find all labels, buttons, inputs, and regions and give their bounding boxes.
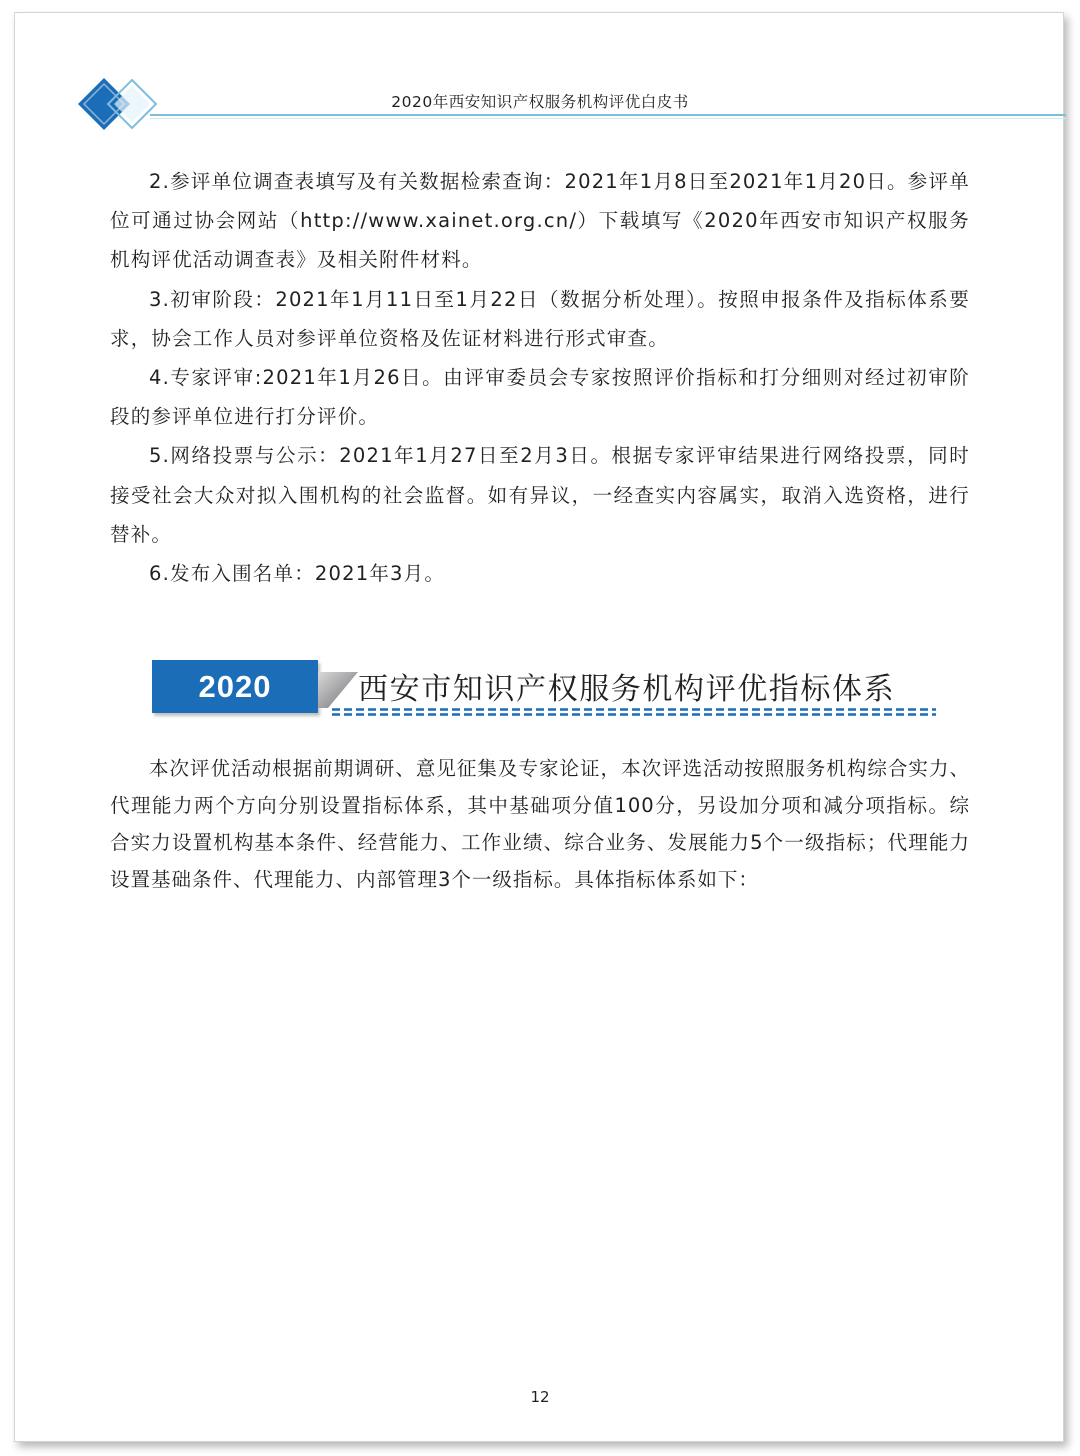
intro-block [110,750,970,898]
intro-paragraph: 本次评优活动根据前期调研、意见征集及专家论证，本次评选活动按照服务机构综合实力、代理能力两个方向分别设置指标体系，其中基础项分值100分，另设加分项和减分项指标。综合实力设置机构基本条件、经营能力、工作业绩、综合业务、发展能力5个一级指标；代理能力设置基础条件、代理能力、内部管理3个一级指标。具体指标体系如下： [110,757,970,891]
process-steps [110,162,970,593]
page-number: 12 [530,1388,550,1406]
process-step: 3.初审阶段：2021年1月11日至1月22日（数据分析处理）。按照申报条件及指标体系要求，协会工作人员对参评单位资格及佐证材料进行形式审查。 [110,287,970,350]
section-title: 西安市知识产权服务机构评优指标体系 [358,672,896,707]
banner-year: 2020 [198,669,272,704]
process-step: 4.专家评审:2021年1月26日。由评审委员会专家按照评价指标和打分细则对经过初审阶段的参评单位进行打分评价。 [110,366,970,429]
header-rule [150,114,1066,116]
process-step: 2.参评单位调查表填写及有关数据检索查询：2021年1月8日至2021年1月20日。参评单位可通过协会网站（http://www.xainet.org.cn/）下载填写《2020年西安市知识产权服务机构评优活动调查表》及相关附件材料。 [110,170,970,272]
banner-wedge-icon [314,660,362,713]
process-step: 5.网络投票与公示：2021年1月27日至2月3日。根据专家评审结果进行网络投票，同时接受社会大众对拟入围机构的社会监督。如有异议，一经查实内容属实，取消入选资格，进行替补。 [110,444,970,546]
process-step: 6.发布入围名单：2021年3月。 [149,562,446,586]
header-title: 2020年西安知识产权服务机构评优白皮书 [391,93,689,111]
section-banner [152,660,942,718]
banner-dashed-rule [332,707,936,717]
header-diamond-logo-icon [78,76,162,132]
header-rule-thin [150,118,1066,119]
